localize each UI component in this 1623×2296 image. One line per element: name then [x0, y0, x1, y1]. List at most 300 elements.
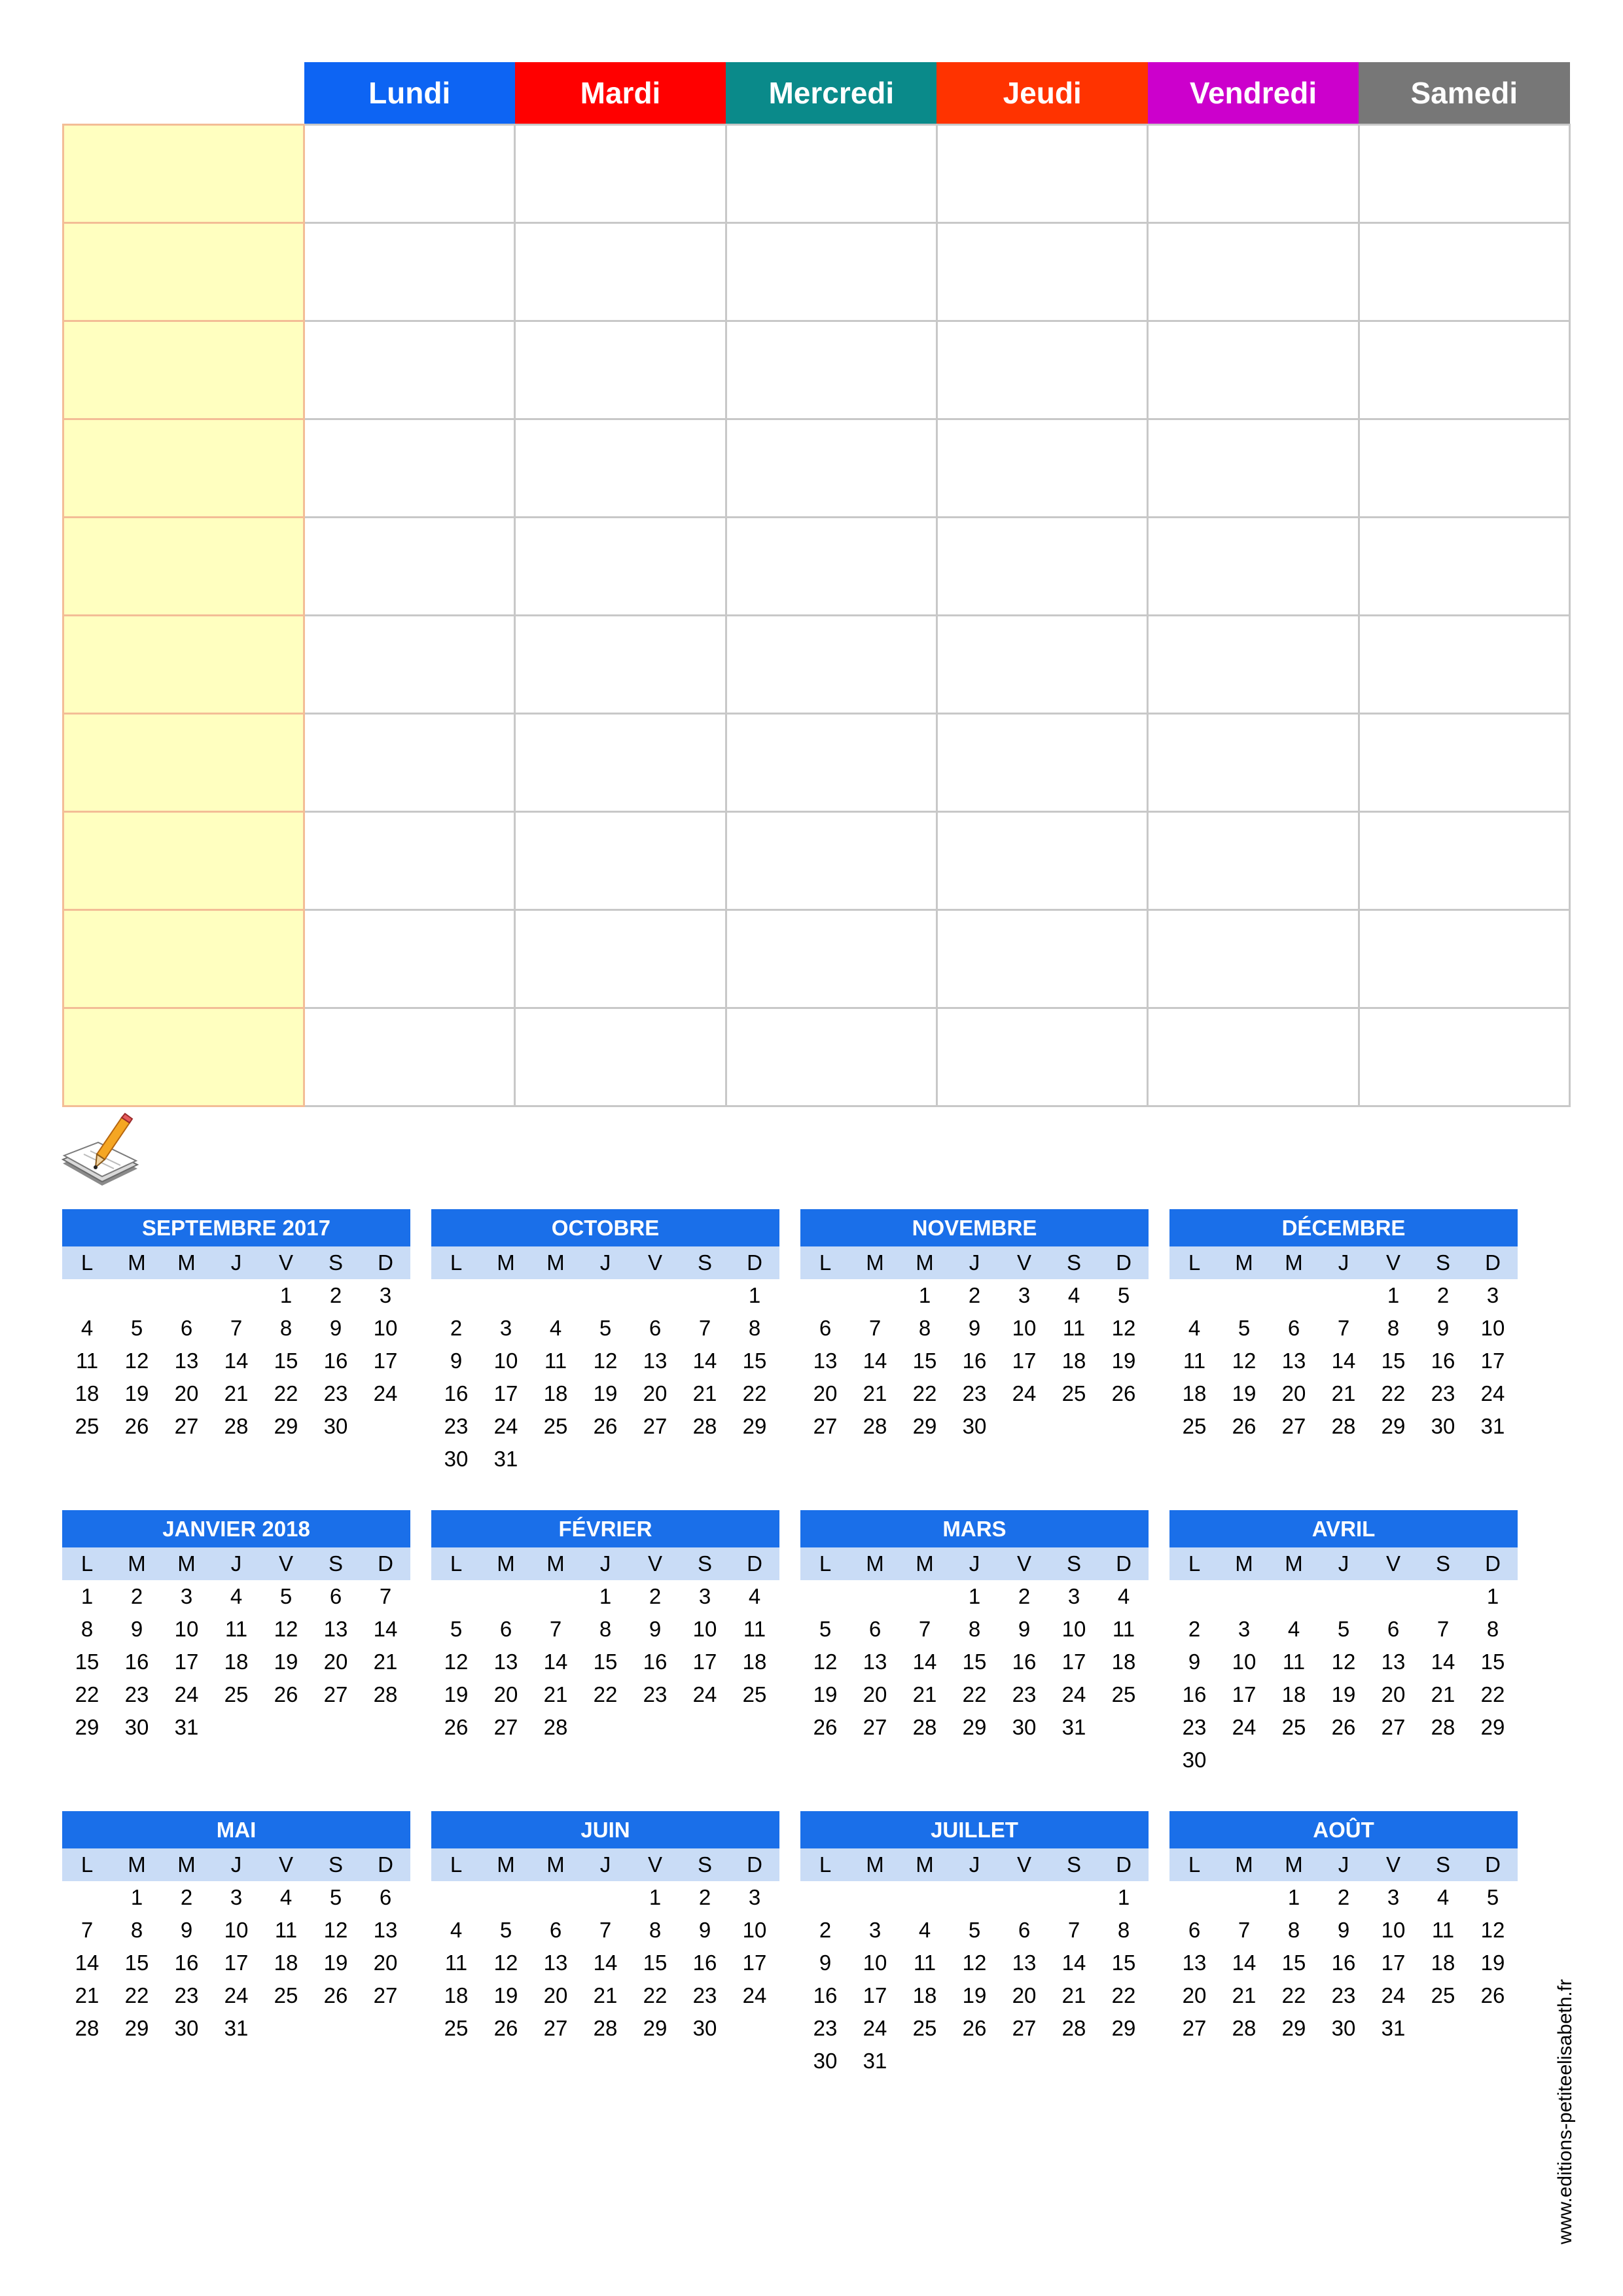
timetable-cell[interactable] [1359, 714, 1569, 812]
calendar-day: 18 [1431, 1951, 1455, 1975]
calendar-day: 5 [1117, 1283, 1130, 1307]
calendar-day: 26 [493, 2016, 518, 2040]
calendar-day: 12 [274, 1617, 298, 1641]
calendar-day: 28 [1061, 2016, 1086, 2040]
calendar-day: 10 [373, 1316, 398, 1340]
timetable-cell[interactable] [304, 321, 515, 419]
timetable-cell[interactable] [936, 616, 1147, 714]
weekday-letter: S [1066, 1250, 1081, 1275]
timetable-cell[interactable] [515, 419, 726, 518]
timetable-cell[interactable] [936, 910, 1147, 1008]
calendar-day: 27 [863, 1715, 887, 1739]
weekday-letter: V [1016, 1551, 1031, 1576]
calendar-day: 1 [599, 1584, 612, 1608]
timetable-cell[interactable] [1148, 419, 1359, 518]
time-slot-cell[interactable] [63, 125, 304, 223]
timetable-cell[interactable] [304, 616, 515, 714]
calendar-day: 7 [80, 1918, 94, 1942]
calendar-day: 27 [174, 1414, 199, 1438]
calendar-day: 20 [1182, 1983, 1207, 2007]
timetable-cell[interactable] [1148, 910, 1359, 1008]
time-slot-cell[interactable] [63, 616, 304, 714]
calendar-day: 6 [549, 1918, 562, 1942]
timetable-cell[interactable] [1359, 125, 1569, 223]
weekday-letter: S [1066, 1852, 1081, 1877]
timetable-cell[interactable] [1148, 616, 1359, 714]
weekday-letter: J [230, 1250, 242, 1275]
calendar-day: 22 [1111, 1983, 1136, 2007]
calendar-day: 28 [912, 1715, 937, 1739]
calendar-day: 28 [1431, 1715, 1455, 1739]
timetable-cell[interactable] [515, 321, 726, 419]
day-header-mardi: Mardi [515, 62, 726, 125]
calendar-day: 23 [1331, 1983, 1356, 2007]
timetable-cell[interactable] [515, 910, 726, 1008]
timetable-cell[interactable] [936, 518, 1147, 616]
calendar-day: 11 [274, 1918, 298, 1942]
day-header-samedi: Samedi [1359, 62, 1569, 125]
month-calendar [800, 1209, 1149, 1443]
calendar-day: 16 [1431, 1349, 1455, 1373]
calendar-day: 13 [323, 1617, 348, 1641]
calendar-day: 4 [80, 1316, 94, 1340]
time-slot-cell[interactable] [63, 812, 304, 910]
calendar-day: 23 [1431, 1381, 1455, 1405]
calendar-day: 23 [813, 2016, 838, 2040]
calendar-day: 3 [698, 1584, 711, 1608]
calendar-day: 31 [863, 2049, 887, 2073]
timetable-cell[interactable] [304, 910, 515, 1008]
weekday-letter: D [747, 1852, 762, 1877]
month-calendar [431, 1209, 779, 1475]
calendar-day: 13 [493, 1650, 518, 1674]
timetable-cell[interactable] [936, 419, 1147, 518]
day-grid [62, 1580, 410, 1744]
calendar-day: 20 [1381, 1682, 1406, 1706]
calendar-day: 22 [643, 1983, 668, 2007]
calendar-day: 21 [75, 1983, 99, 2007]
calendar-day: 29 [1281, 2016, 1306, 2040]
calendar-day: 3 [868, 1918, 882, 1942]
timetable-cell[interactable] [1359, 321, 1569, 419]
month-title: AOÛT [1169, 1811, 1518, 1848]
calendar-day: 11 [444, 1951, 468, 1975]
weekday-letter: M [546, 1551, 565, 1576]
calendar-day: 23 [1182, 1715, 1207, 1739]
calendar-day: 17 [1061, 1650, 1086, 1674]
calendar-day: 24 [1381, 1983, 1406, 2007]
timetable-cell[interactable] [515, 125, 726, 223]
timetable-cell[interactable] [1148, 1008, 1359, 1106]
calendar-day: 2 [649, 1584, 662, 1608]
month-title: JUILLET [800, 1811, 1149, 1848]
calendar-day: 7 [1067, 1918, 1080, 1942]
time-slot-cell[interactable] [63, 910, 304, 1008]
calendar-day: 25 [75, 1414, 99, 1438]
calendar-day: 20 [323, 1650, 348, 1674]
timetable-cell[interactable] [515, 223, 726, 321]
calendar-day: 30 [444, 1447, 469, 1471]
weekday-letter: J [599, 1852, 611, 1877]
calendar-day: 24 [373, 1381, 398, 1405]
calendar-day: 1 [1387, 1283, 1400, 1307]
calendar-day: 15 [124, 1951, 149, 1975]
weekday-letter: M [497, 1250, 515, 1275]
day-header-mercredi: Mercredi [726, 62, 936, 125]
calendar-day: 10 [692, 1617, 717, 1641]
website-credit: www.editions-petiteelisabeth.fr [1554, 1979, 1576, 2244]
weekday-letter: M [177, 1852, 196, 1877]
calendar-day: 10 [1012, 1316, 1037, 1340]
weekday-letter: V [1385, 1852, 1400, 1877]
weekday-letter: S [1435, 1551, 1450, 1576]
time-slot-cell[interactable] [63, 518, 304, 616]
weekday-letter: L [450, 1852, 463, 1877]
timetable-cell[interactable] [1148, 812, 1359, 910]
calendar-day: 25 [444, 2016, 469, 2040]
month-title: NOVEMBRE [800, 1209, 1149, 1246]
calendar-day: 6 [868, 1617, 882, 1641]
calendar-day: 5 [1238, 1316, 1251, 1340]
timetable-cell[interactable] [1359, 419, 1569, 518]
calendar-day: 6 [1018, 1918, 1031, 1942]
calendar-day: 22 [742, 1381, 767, 1405]
calendar-day: 4 [1287, 1617, 1300, 1641]
calendar-day: 29 [962, 1715, 987, 1739]
calendar-day: 9 [1436, 1316, 1450, 1340]
calendar-day: 17 [493, 1381, 518, 1405]
weekday-letter: V [647, 1551, 662, 1576]
calendar-day: 23 [323, 1381, 348, 1405]
calendar-day: 16 [692, 1951, 717, 1975]
timetable-cell[interactable] [304, 812, 515, 910]
calendar-day: 6 [499, 1617, 512, 1641]
calendar-day: 19 [323, 1951, 348, 1975]
calendar-day: 30 [174, 2016, 199, 2040]
weekday-letter: S [697, 1551, 712, 1576]
weekday-letter: L [1188, 1551, 1201, 1576]
calendar-day: 25 [274, 1983, 298, 2007]
timetable-cell[interactable] [726, 518, 936, 616]
timetable-cell[interactable] [1359, 910, 1569, 1008]
timetable-cell[interactable] [1148, 714, 1359, 812]
calendar-day: 28 [373, 1682, 398, 1706]
calendar-day: 25 [543, 1414, 568, 1438]
timetable-cell[interactable] [936, 223, 1147, 321]
calendar-day: 28 [593, 2016, 618, 2040]
month-calendar [62, 1510, 410, 1744]
calendar-day: 13 [813, 1349, 838, 1373]
calendar-day: 9 [1188, 1650, 1201, 1674]
timetable-cell[interactable] [936, 1008, 1147, 1106]
calendar-day: 9 [329, 1316, 342, 1340]
calendar-day: 24 [742, 1983, 767, 2007]
calendar-day: 11 [75, 1349, 99, 1373]
calendar-day: 20 [174, 1381, 199, 1405]
timetable-row [63, 321, 1570, 419]
calendar-day: 15 [1381, 1349, 1406, 1373]
weekday-letter: M [177, 1551, 196, 1576]
weekday-letter: S [1066, 1551, 1081, 1576]
calendar-day: 26 [124, 1414, 149, 1438]
timetable-cell[interactable] [726, 910, 936, 1008]
weekday-letter: S [1435, 1852, 1450, 1877]
timetable-cell[interactable] [304, 1008, 515, 1106]
calendar-day: 14 [912, 1650, 937, 1674]
timetable-row [63, 1008, 1570, 1106]
time-slot-cell[interactable] [63, 1008, 304, 1106]
calendar-day: 5 [968, 1918, 981, 1942]
calendar-day: 14 [224, 1349, 249, 1373]
timetable-cell[interactable] [936, 812, 1147, 910]
weekday-letter: L [450, 1551, 463, 1576]
calendar-day: 25 [1182, 1414, 1207, 1438]
day-header-lundi: Lundi [304, 62, 515, 125]
calendar-day: 26 [593, 1414, 618, 1438]
calendar-day: 4 [918, 1918, 931, 1942]
timetable-cell[interactable] [726, 812, 936, 910]
calendar-day: 15 [912, 1349, 937, 1373]
pencil-on-paper-icon [58, 1112, 143, 1194]
timetable-cell[interactable] [1359, 518, 1569, 616]
timetable-cell[interactable] [726, 223, 936, 321]
calendar-day: 8 [649, 1918, 662, 1942]
weekday-letter: L [80, 1250, 94, 1275]
calendar-day: 16 [444, 1381, 469, 1405]
timetable-row [63, 223, 1570, 321]
day-grid [800, 1881, 1149, 2077]
calendar-day: 12 [1480, 1918, 1505, 1942]
timetable-cell[interactable] [515, 812, 726, 910]
calendar-day: 15 [1480, 1650, 1505, 1674]
weekday-letter: M [177, 1250, 196, 1275]
calendar-day: 1 [968, 1584, 981, 1608]
calendar-day: 2 [450, 1316, 463, 1340]
time-slot-cell[interactable] [63, 419, 304, 518]
timetable-cell[interactable] [304, 125, 515, 223]
calendar-day: 24 [1480, 1381, 1505, 1405]
calendar-day: 15 [274, 1349, 298, 1373]
month-calendar [62, 1209, 410, 1443]
calendar-day: 15 [742, 1349, 767, 1373]
timetable-cell[interactable] [1359, 1008, 1569, 1106]
weekday-header-row [62, 1848, 410, 1881]
calendar-day: 22 [274, 1381, 298, 1405]
calendar-day: 25 [1281, 1715, 1306, 1739]
calendar-day: 6 [329, 1584, 342, 1608]
calendar-day: 17 [224, 1951, 249, 1975]
calendar-day: 27 [493, 1715, 518, 1739]
calendar-day: 27 [813, 1414, 838, 1438]
calendar-day: 9 [450, 1349, 463, 1373]
calendar-day: 31 [1381, 2016, 1406, 2040]
calendar-day: 24 [1012, 1381, 1037, 1405]
timetable-cell[interactable] [304, 419, 515, 518]
weekday-header-row [1169, 1848, 1518, 1881]
timetable-cell[interactable] [936, 125, 1147, 223]
calendar-day: 10 [174, 1617, 199, 1641]
weekday-header-row [431, 1547, 779, 1580]
calendar-day: 18 [1061, 1349, 1086, 1373]
weekday-letter: M [546, 1852, 565, 1877]
timetable-cell[interactable] [936, 714, 1147, 812]
calendar-day: 11 [1112, 1617, 1135, 1641]
calendar-day: 10 [863, 1951, 887, 1975]
weekday-letter: M [128, 1551, 146, 1576]
calendar-day: 28 [543, 1715, 568, 1739]
time-slot-cell[interactable] [63, 223, 304, 321]
timetable-cell[interactable] [1359, 812, 1569, 910]
timetable-cell[interactable] [515, 616, 726, 714]
calendar-day: 6 [1287, 1316, 1300, 1340]
calendar-day: 22 [124, 1983, 149, 2007]
calendar-day: 16 [1182, 1682, 1207, 1706]
weekday-letter: D [1116, 1250, 1132, 1275]
calendar-day: 7 [918, 1617, 931, 1641]
timetable-cell[interactable] [1148, 518, 1359, 616]
timetable-body [63, 125, 1570, 1106]
timetable-cell[interactable] [936, 321, 1147, 419]
timetable-cell[interactable] [515, 1008, 726, 1106]
calendar-day: 8 [1117, 1918, 1130, 1942]
calendar-day: 6 [1188, 1918, 1201, 1942]
calendar-day: 22 [1281, 1983, 1306, 2007]
calendar-day: 9 [819, 1951, 832, 1975]
timetable-cell[interactable] [304, 714, 515, 812]
weekday-letter: D [1485, 1852, 1501, 1877]
weekday-letter: V [647, 1250, 662, 1275]
calendar-day: 25 [1111, 1682, 1136, 1706]
calendar-day: 8 [130, 1918, 143, 1942]
calendar-day: 7 [1436, 1617, 1450, 1641]
calendar-day: 17 [373, 1349, 398, 1373]
weekday-letter: V [1385, 1551, 1400, 1576]
calendar-day: 26 [1111, 1381, 1136, 1405]
calendar-day: 2 [1018, 1584, 1031, 1608]
weekday-letter: D [378, 1551, 393, 1576]
calendar-day: 13 [643, 1349, 668, 1373]
calendar-day: 29 [274, 1414, 298, 1438]
calendar-day: 19 [962, 1983, 987, 2007]
calendar-day: 7 [1238, 1918, 1251, 1942]
calendar-day: 29 [1111, 2016, 1136, 2040]
day-grid [800, 1580, 1149, 1744]
timetable-cell[interactable] [726, 616, 936, 714]
calendar-day: 20 [643, 1381, 668, 1405]
calendar-day: 7 [698, 1316, 711, 1340]
calendar-day: 16 [323, 1349, 348, 1373]
calendar-day: 12 [1232, 1349, 1257, 1373]
calendar-day: 14 [692, 1349, 717, 1373]
calendar-day: 12 [1331, 1650, 1356, 1674]
calendar-day: 12 [323, 1918, 348, 1942]
weekday-letter: L [819, 1250, 832, 1275]
timetable-corner [63, 62, 304, 125]
calendar-day: 3 [748, 1885, 761, 1909]
time-slot-cell[interactable] [63, 714, 304, 812]
timetable-cell[interactable] [1359, 616, 1569, 714]
calendar-day: 1 [918, 1283, 931, 1307]
calendar-day: 25 [224, 1682, 249, 1706]
timetable-cell[interactable] [726, 321, 936, 419]
calendar-day: 16 [174, 1951, 199, 1975]
timetable-cell[interactable] [726, 1008, 936, 1106]
weekday-letter: D [1116, 1852, 1132, 1877]
calendar-day: 2 [819, 1918, 832, 1942]
timetable-cell[interactable] [515, 518, 726, 616]
month-calendar [800, 1510, 1149, 1744]
weekday-letter: L [80, 1852, 94, 1877]
calendar-day: 10 [1381, 1918, 1406, 1942]
calendar-day: 4 [748, 1584, 761, 1608]
month-title: AVRIL [1169, 1510, 1518, 1547]
calendar-day: 26 [444, 1715, 469, 1739]
timetable-cell[interactable] [1359, 223, 1569, 321]
timetable-cell[interactable] [515, 714, 726, 812]
time-slot-cell[interactable] [63, 321, 304, 419]
calendar-day: 19 [274, 1650, 298, 1674]
timetable-cell[interactable] [1148, 223, 1359, 321]
calendar-day: 24 [1061, 1682, 1086, 1706]
month-title: JUIN [431, 1811, 779, 1848]
day-grid [1169, 1279, 1518, 1443]
timetable-cell[interactable] [726, 125, 936, 223]
weekday-header-row [1169, 1246, 1518, 1279]
calendar-day: 14 [543, 1650, 568, 1674]
weekday-header-row [62, 1547, 410, 1580]
weekday-letter: L [80, 1551, 94, 1576]
timetable-cell[interactable] [304, 518, 515, 616]
calendar-day: 22 [75, 1682, 99, 1706]
timetable-row [63, 812, 1570, 910]
timetable-cell[interactable] [1148, 125, 1359, 223]
calendar-day: 18 [274, 1951, 298, 1975]
calendar-day: 1 [130, 1885, 143, 1909]
weekday-letter: J [969, 1250, 980, 1275]
timetable-cell[interactable] [726, 714, 936, 812]
calendar-day: 17 [1232, 1682, 1257, 1706]
calendar-day: 31 [493, 1447, 518, 1471]
timetable-cell[interactable] [1148, 321, 1359, 419]
calendar-day: 15 [1281, 1951, 1306, 1975]
calendar-day: 22 [962, 1682, 987, 1706]
calendar-day: 14 [863, 1349, 887, 1373]
calendar-day: 13 [1381, 1650, 1406, 1674]
timetable-cell[interactable] [726, 419, 936, 518]
timetable-header-row [63, 62, 1570, 125]
timetable-cell[interactable] [304, 223, 515, 321]
day-grid [431, 1580, 779, 1744]
weekday-letter: D [747, 1551, 762, 1576]
calendar-day: 18 [1281, 1682, 1306, 1706]
calendar-day: 5 [599, 1316, 612, 1340]
day-grid [1169, 1881, 1518, 2045]
calendar-day: 23 [643, 1682, 668, 1706]
weekday-header-row [62, 1246, 410, 1279]
weekday-letter: L [1188, 1852, 1201, 1877]
weekday-header-row [1169, 1547, 1518, 1580]
weekday-letter: M [128, 1250, 146, 1275]
calendar-day: 17 [174, 1650, 199, 1674]
weekday-letter: J [599, 1551, 611, 1576]
calendar-day: 18 [543, 1381, 568, 1405]
weekday-letter: M [1235, 1551, 1253, 1576]
calendar-day: 30 [1012, 1715, 1037, 1739]
calendar-day: 22 [912, 1381, 937, 1405]
weekday-letter: M [866, 1250, 884, 1275]
weekday-letter: J [599, 1250, 611, 1275]
calendar-day: 27 [373, 1983, 398, 2007]
